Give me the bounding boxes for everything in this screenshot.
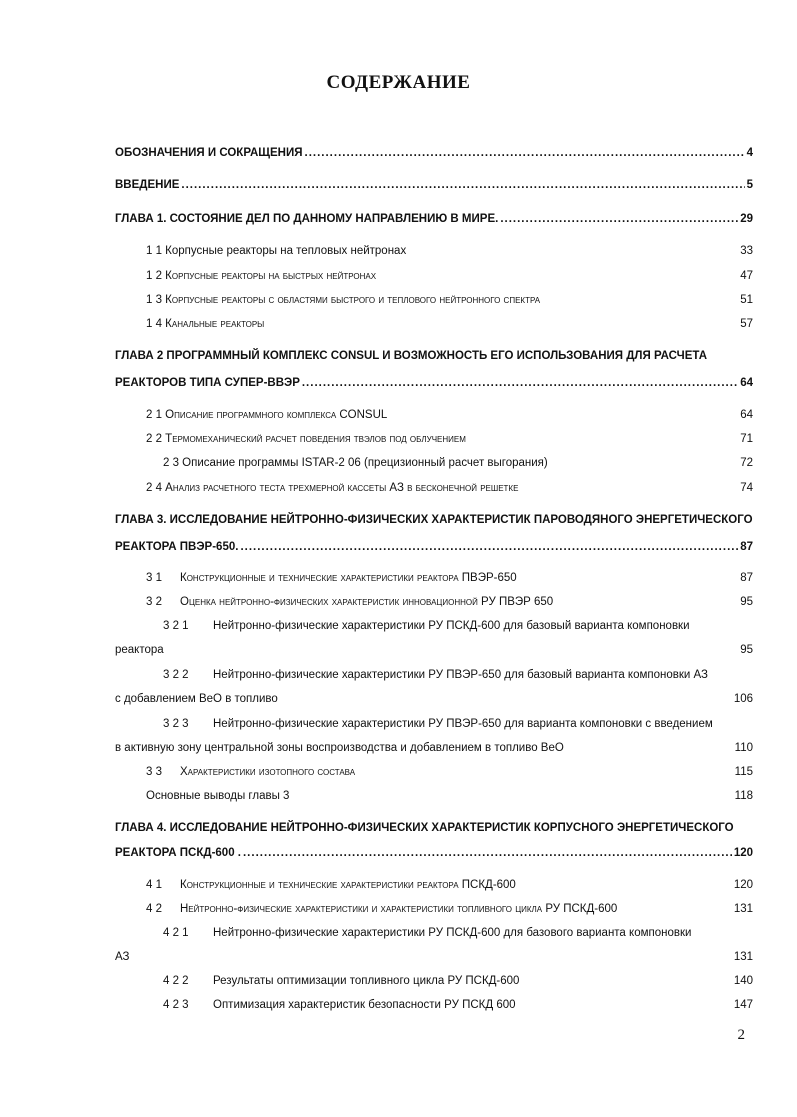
toc-entry-label: 1 1 Корпусные реакторы на тепловых нейтронах bbox=[146, 245, 407, 257]
toc-entry-page: 87 bbox=[740, 572, 753, 584]
toc-entry[interactable] bbox=[163, 927, 753, 939]
toc-entry[interactable] bbox=[146, 766, 753, 778]
toc-entry-label: в активную зону центральной зоны воспроизводства и добавлением в топливо ВеО bbox=[115, 742, 564, 754]
toc-entry-label: 2 4 Анализ расчетного теста трехмерной кассеты АЗ в бесконечной решетке bbox=[146, 482, 519, 494]
toc-entry[interactable] bbox=[115, 179, 753, 191]
toc-entry[interactable] bbox=[146, 433, 753, 445]
toc-entry-page: 74 bbox=[740, 482, 753, 494]
toc-entry-page: 47 bbox=[740, 270, 753, 282]
toc-entry-label: Оценка нейтронно-физических характеристик инновационной РУ ПВЭР 650 bbox=[180, 596, 554, 608]
page-number: 2 bbox=[737, 1027, 745, 1043]
toc-entry-number: 3 1 bbox=[146, 572, 162, 584]
toc-entry-label: Нейтронно-физические характеристики РУ ПВЭР-650 для варианта компоновки с введением bbox=[213, 718, 713, 730]
toc-entry-page: 131 bbox=[733, 951, 753, 963]
toc-entry-page: 64 bbox=[740, 377, 753, 389]
toc-entry-number: 3 2 bbox=[146, 596, 162, 608]
toc-entry-page: 106 bbox=[733, 693, 753, 705]
toc-entry-page: 4 bbox=[746, 147, 753, 159]
toc-entry-label: с добавлением ВеО в топливо bbox=[115, 693, 278, 705]
toc-entry[interactable] bbox=[163, 999, 753, 1011]
toc-entry-label: Конструкционные и технические характеристики реактора ПСКД-600 bbox=[180, 879, 516, 891]
toc-entry-label: 1 4 Канальные реакторы bbox=[146, 318, 265, 330]
toc-entry-page: 72 bbox=[740, 457, 753, 469]
toc-entry-number: 4 2 3 bbox=[163, 999, 189, 1011]
toc-entry-page: 140 bbox=[733, 975, 753, 987]
toc-entry-label: Нейтронно-физические характеристики РУ ПСКД-600 для базового варианта компоновки bbox=[213, 927, 692, 939]
toc-entry-label: Нейтронно-физические характеристики РУ ПВЭР-650 для базовый варианта компоновки АЗ bbox=[213, 669, 709, 681]
toc-entry[interactable] bbox=[146, 294, 753, 306]
toc-entry[interactable] bbox=[146, 482, 753, 494]
toc-entry-label: РЕАКТОРА ПВЭР-650. bbox=[115, 541, 239, 553]
toc-entry[interactable] bbox=[146, 318, 753, 330]
toc-entry[interactable] bbox=[115, 951, 753, 963]
toc-entry[interactable] bbox=[146, 903, 753, 915]
toc-entry-label: РЕАКТОРА ПСКД-600 . bbox=[115, 847, 241, 859]
toc-entry[interactable] bbox=[163, 669, 753, 681]
toc-entry-page: 64 bbox=[740, 409, 753, 421]
toc-entry[interactable] bbox=[146, 596, 753, 608]
toc-entry[interactable] bbox=[163, 620, 753, 632]
toc-entry-label: Нейтронно-физические характеристики и характеристики топливного цикла РУ ПСКД-600 bbox=[180, 903, 618, 915]
toc-entry[interactable] bbox=[146, 409, 753, 421]
toc-entry-label: РЕАКТОРОВ ТИПА СУПЕР-ВВЭР bbox=[115, 377, 300, 389]
toc-entry[interactable] bbox=[115, 147, 753, 159]
toc-entry-page: 5 bbox=[746, 179, 753, 191]
toc-entry[interactable] bbox=[163, 457, 753, 469]
toc-entry[interactable] bbox=[115, 693, 753, 705]
toc-entry-label: Характеристики изотопного состава bbox=[180, 766, 356, 778]
toc-entry-label: Конструкционные и технические характеристики реактора ПВЭР-650 bbox=[180, 572, 517, 584]
toc-entry-page: 71 bbox=[740, 433, 753, 445]
toc-entry-label[interactable]: ГЛАВА 3. ИССЛЕДОВАНИЕ НЕЙТРОННО-ФИЗИЧЕСКИХ ХАРАКТЕРИСТИК ПАРОВОДЯНОГО ЭНЕРГЕТИЧЕСКОГО bbox=[115, 514, 753, 526]
toc-entry-page: 115 bbox=[734, 766, 753, 778]
toc-entry[interactable] bbox=[146, 245, 753, 257]
toc-entry-label: 1 2 Корпусные реакторы на быстрых нейтронах bbox=[146, 270, 377, 282]
dot-leader bbox=[181, 179, 744, 191]
toc-title: СОДЕРЖАНИЕ bbox=[326, 72, 471, 93]
toc-entry-page: 51 bbox=[740, 294, 753, 306]
toc-entry[interactable] bbox=[146, 879, 753, 891]
toc-entry-page: 57 bbox=[740, 318, 753, 330]
toc-entry[interactable] bbox=[163, 718, 753, 730]
toc-entry-label: ОБОЗНАЧЕНИЯ И СОКРАЩЕНИЯ bbox=[115, 147, 303, 159]
toc-entry[interactable] bbox=[115, 742, 753, 754]
toc-entry-page: 120 bbox=[733, 879, 753, 891]
toc-entry-page: 118 bbox=[734, 790, 753, 802]
dot-leader bbox=[500, 213, 738, 225]
toc-entry-page: 29 bbox=[740, 213, 753, 225]
toc-entry-label: ГЛАВА 1. СОСТОЯНИЕ ДЕЛ ПО ДАННОМУ НАПРАВЛЕНИЮ В МИРЕ. bbox=[115, 213, 499, 225]
dot-leader bbox=[243, 847, 732, 859]
toc-entry[interactable] bbox=[115, 847, 753, 859]
toc-entry-label: ВВЕДЕНИЕ bbox=[115, 179, 180, 191]
toc-entry[interactable] bbox=[115, 213, 753, 225]
toc-entry[interactable] bbox=[163, 975, 753, 987]
toc-entry-label: 2 2 Термомеханический расчет поведения твэлов под облучением bbox=[146, 433, 466, 445]
toc-entry-page: 131 bbox=[733, 903, 753, 915]
dot-leader bbox=[240, 541, 738, 553]
toc-entry-label: 2 3 Описание программы ISTAR-2 06 (прецизионный расчет выгорания) bbox=[163, 457, 548, 469]
toc-entry-number: 4 2 bbox=[146, 903, 162, 915]
toc-entry-number: 3 2 2 bbox=[163, 669, 189, 681]
toc-entry-number: 3 2 3 bbox=[163, 718, 189, 730]
toc-entry-label: АЗ bbox=[115, 951, 130, 963]
toc-entry-label[interactable]: ГЛАВА 2 ПРОГРАММНЫЙ КОМПЛЕКС CONSUL И ВОЗМОЖНОСТЬ ЕГО ИСПОЛЬЗОВАНИЯ ДЛЯ РАСЧЕТА bbox=[115, 350, 707, 362]
toc-entry[interactable] bbox=[115, 644, 753, 656]
toc-entry-label: Оптимизация характеристик безопасности РУ ПСКД 600 bbox=[213, 999, 516, 1011]
toc-entry[interactable] bbox=[115, 541, 753, 553]
toc-entry-label: Основные выводы главы 3 bbox=[146, 790, 290, 802]
toc-entry-number: 4 2 2 bbox=[163, 975, 189, 987]
toc-entry-number: 3 3 bbox=[146, 766, 162, 778]
toc-entry[interactable] bbox=[146, 270, 753, 282]
toc-entry-label: реактора bbox=[115, 644, 164, 656]
toc-entry-label: Нейтронно-физические характеристики РУ ПСКД-600 для базовый варианта компоновки bbox=[213, 620, 690, 632]
toc-entry-number: 4 2 1 bbox=[163, 927, 189, 939]
toc-entry-label: 1 3 Корпусные реакторы с областями быстрого и теплового нейтронного спектра bbox=[146, 294, 541, 306]
toc-entry-number: 3 2 1 bbox=[163, 620, 189, 632]
toc-entry[interactable] bbox=[146, 572, 753, 584]
toc-entry-page: 95 bbox=[740, 596, 753, 608]
dot-leader bbox=[305, 147, 745, 159]
toc-entry-page: 110 bbox=[734, 742, 753, 754]
toc-entry-page: 95 bbox=[740, 644, 753, 656]
toc-entry-page: 33 bbox=[740, 245, 753, 257]
toc-entry-number: 4 1 bbox=[146, 879, 162, 891]
toc-entry-page: 147 bbox=[733, 999, 753, 1011]
toc-entry[interactable] bbox=[146, 790, 753, 802]
toc-entry[interactable] bbox=[115, 377, 753, 389]
toc-entry-page: 120 bbox=[733, 847, 753, 859]
toc-entry-label: Результаты оптимизации топливного цикла РУ ПСКД-600 bbox=[213, 975, 520, 987]
toc-entry-page: 87 bbox=[740, 541, 753, 553]
toc-entry-label: 2 1 Описание программного комплекса CONSUL bbox=[146, 409, 388, 421]
dot-leader bbox=[302, 377, 738, 389]
toc-entry-label[interactable]: ГЛАВА 4. ИССЛЕДОВАНИЕ НЕЙТРОННО-ФИЗИЧЕСКИХ ХАРАКТЕРИСТИК КОРПУСНОГО ЭНЕРГЕТИЧЕСКОГО bbox=[115, 822, 734, 834]
